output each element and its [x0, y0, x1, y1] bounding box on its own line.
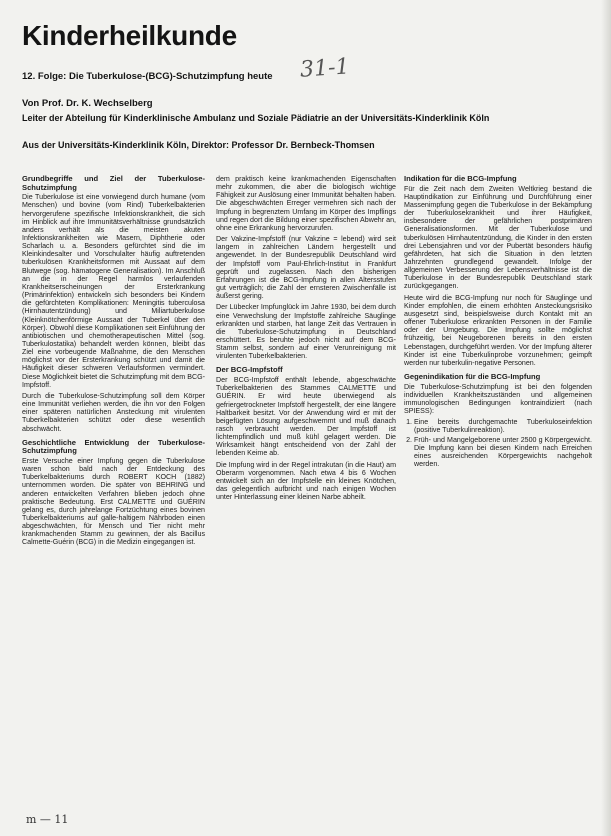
list-item: 1. Eine bereits durchgemachte Tuberkuloseinfektion (positive Tuberkulinreaktion). — [414, 418, 592, 434]
paragraph: Die Impfung wird in der Regel intrakutan (in die Haut) am Oberarm vorgenommen. Nach etwa 4 bis 6 Wochen entwickelt sich an der Impfstelle ein kleines Knötchen, das gelegentlich aufbricht und nach einigen Wochen unter Hinterlassung einer kleinen Narbe abheilt. — [216, 460, 396, 502]
section-heading: Der BCG-Impfstoff — [216, 365, 283, 375]
paragraph: Erste Versuche einer Impfung gegen die Tuberkulose waren schon bald nach der Entdeckung des Tuberkelbakteriums durch ROBERT KOCH (1882) unternommen worden. Die später von BEHRING und anderen entwickelten Verfahren blieben jedoch ohne praktische Bedeutung. Erst CALMETTE und GUÉRIN gelang es, durch jahrelange Fortzüchtung eines bovinen Tuberkelbakteriums auf galle-haltigem Nährboden einen abgeschwächten, für Mensch und Tier nicht mehr krankmachenden Stamm zu gewinnen, der als Bacillus Calmette-Guérin (BCG) in die Medizin eingegangen ist. — [22, 456, 205, 547]
paragraph: dem praktisch keine krankmachenden Eigenschaften mehr zukommen, die aber die biologisch wichtige Fähigkeit zur Auslösung einer Immunität behalten haben. Die abgeschwächten Erreger vermehren sich nach der Impfung in begrenztem Umfang im Körper des Impflings und regen dort die Bildung einer spezifischen Abwehr an, ohne eine Erkrankung hervorzurufen. — [216, 175, 396, 232]
contraindication-list — [404, 418, 592, 468]
handwritten-annotation: 31-1 — [299, 54, 351, 83]
paragraph: Für die Zeit nach dem Zweiten Weltkrieg bestand die Hauptindikation zur Einführung und Durchführung einer Massenimpfung gegen die Tuberkulose in der Bekämpfung der Tuberkulosekrankheit und ihrer Häufigkeit, insbesondere der gefährlichen postprimären Generalisationsformen. Mit der Tuberkulose und tuberkulösen Hirnhautentzündung, die Kinder in den ersten drei Lebensjahren und vor der Pubertät besonders häufig gefährdeten, hat sich die Situation in den letzten Jahrzehnten grundlegend gewandelt. Infolge der allgemeinen Verbesserung der Lebensverhältnisse ist die Tuberkulose in der Bundesrepublik Deutschland stark zurückgegangen. — [404, 184, 592, 291]
section-heading: Grundbegriffe und Ziel der Tuberkulose-Schutzimpfung — [22, 175, 205, 192]
author-line: Von Prof. Dr. K. Wechselberg — [22, 98, 153, 109]
section-heading: Geschichtliche Entwicklung der Tuberkulose-Schutzimpfung — [22, 437, 205, 456]
column-left — [22, 175, 205, 815]
scan-edge-shadow — [601, 0, 611, 836]
paragraph: Die Tuberkulose-Schutzimpfung ist bei den folgenden individuellen Krankheitszuständen und allgemeinen immunologischen Bedingungen kontraindiziert (nach SPIESS): — [404, 382, 592, 416]
paragraph: Der Lübecker Impfunglück im Jahre 1930, bei dem durch eine Verwechslung der Impfstoffe zahlreiche Säuglinge erkrankten und starben, hat lange Zeit das Vertrauen in die Tuberkulose-Schutzimpfung in Deutschland erschüttert. Es beruhte jedoch nicht auf dem BCG-Stamm selbst, sondern auf einer Verunreinigung mit virulenten Tuberkelbakterien. — [216, 303, 396, 361]
page-footer-mark: m — 11 — [26, 813, 69, 826]
page-title: Kinderheilkunde — [22, 20, 237, 51]
section-heading: Indikation für die BCG-Impfung — [404, 175, 517, 183]
section-heading: Gegenindikation für die BCG-Impfung — [404, 372, 541, 382]
paragraph: Heute wird die BCG-Impfung nur noch für Säuglinge und Kinder empfohlen, die einem erhöhten Ansteckungsrisiko ausgesetzt sind, beispielsweise durch Kontakt mit an offener Tuberkulose erkrankten Personen in der Familie oder der Umgebung. Die Impfung sollte möglichst frühzeitig, bei Neugeborenen bereits in den ersten Lebenstagen, durchgeführt werden. Vor der Impfung älterer Kinder ist eine Tuberkulinprobe vorzunehmen; geimpft werden nur tuberkulin-negative Personen. — [404, 293, 592, 367]
clinic-line: Aus der Universitäts-Kinderklinik Köln, Direktor: Professor Dr. Bernbeck-Thomsen — [22, 140, 375, 150]
paragraph: Die Tuberkulose ist eine vorwiegend durch humane (vom Menschen) und bovine (vom Rind) Tuberkelbakterien hervorgerufene spezifische Infektionskrankheit, die sich im Hinblick auf ihre Immunitätsverhältnisse grundsätzlich anders verhält als die meisten akuten Infektionskrankheiten wie Masern, Diphtherie oder Scharlach u. a. Besonders gefürchtet sind die im Kleinkindesalter und Vorschulalter häufig auftretenden tuberkulösen Krankheitsformen mit Aussaat auf dem Blutwege (sog. hämatogene Generalisation). Im Anschluß an die in der Regel harmlos verlaufenden Krankheitserscheinungen der Ersterkrankung (Primärinfektion) entwickeln sich besonders bei Kindern die gefürchteten Komplikationen: Meningitis tuberculosa (Hirnhautentzündung) und Miliartuberkulose (Kleinknötchenförmige Aussaat der Tuberkel über den Körper). Obwohl diese Komplikationen seit Einführung der antibiotischen und chemotherapeutischen Mittel (sog. Tuberkulostatika) behandelt werden können, bleibt das Ziel eine vorbeugende Maßnahme, die den Menschen möglichst vor der Ersterkrankung schützt und damit die Häufigkeit dieser schweren Verlaufsformen vermindert. Diese Möglichkeit bietet die Schutzimpfung mit dem BCG-Impfstoff. — [22, 193, 205, 389]
column-right — [404, 175, 592, 815]
series-subtitle: 12. Folge: Die Tuberkulose-(BCG)-Schutzimpfung heute — [22, 71, 273, 82]
author-affiliation: Leiter der Abteilung für Kinderklinische Ambulanz und Soziale Pädiatrie an der Universitäts-Kinderklinik Köln — [22, 113, 490, 123]
list-item: 2. Früh- und Mangelgeborene unter 2500 g Körpergewicht. Die Impfung kann bei diesen Kindern nach Erreichen eines ausreichenden Körpergewichts nachgeholt werden. — [414, 436, 592, 469]
paragraph: Durch die Tuberkulose-Schutzimpfung soll dem Körper eine Immunität verliehen werden, die ihn vor den Folgen einer späteren natürlichen Ansteckung mit virulenten Tuberkelbakterien schützt oder diese wesentlich abschwächt. — [22, 391, 205, 433]
paragraph: Der BCG-Impfstoff enthält lebende, abgeschwächte Tuberkelbakterien des Stammes CALMETTE und GUÉRIN. Er wird heute überwiegend als gefriergetrockneter Impfstoff hergestellt, der eine längere Haltbarkeit besitzt. Vor der Anwendung wird er mit der beigefügten Lösung aufgeschwemmt und muß danach rasch verbraucht werden. Der Impfstoff ist lichtempfindlich und muß kühl gelagert werden. Die Wirksamkeit hängt entscheidend von der Zahl der lebenden Keime ab. — [216, 376, 396, 458]
column-middle — [216, 175, 396, 815]
paragraph: Der Vakzine-Impfstoff (nur Vakzine = lebend) wird seit langem in zahlreichen Ländern hergestellt und angewendet. In der Bundesrepublik Deutschland wird der Impfstoff vom Paul-Ehrlich-Institut in Frankfurt geprüft und zugelassen. Nach den bisherigen Erfahrungen ist die BCG-Impfung in allen Altersstufen gut verträglich; die Zahl der ernsteren Zwischenfälle ist äußerst gering. — [216, 235, 396, 301]
